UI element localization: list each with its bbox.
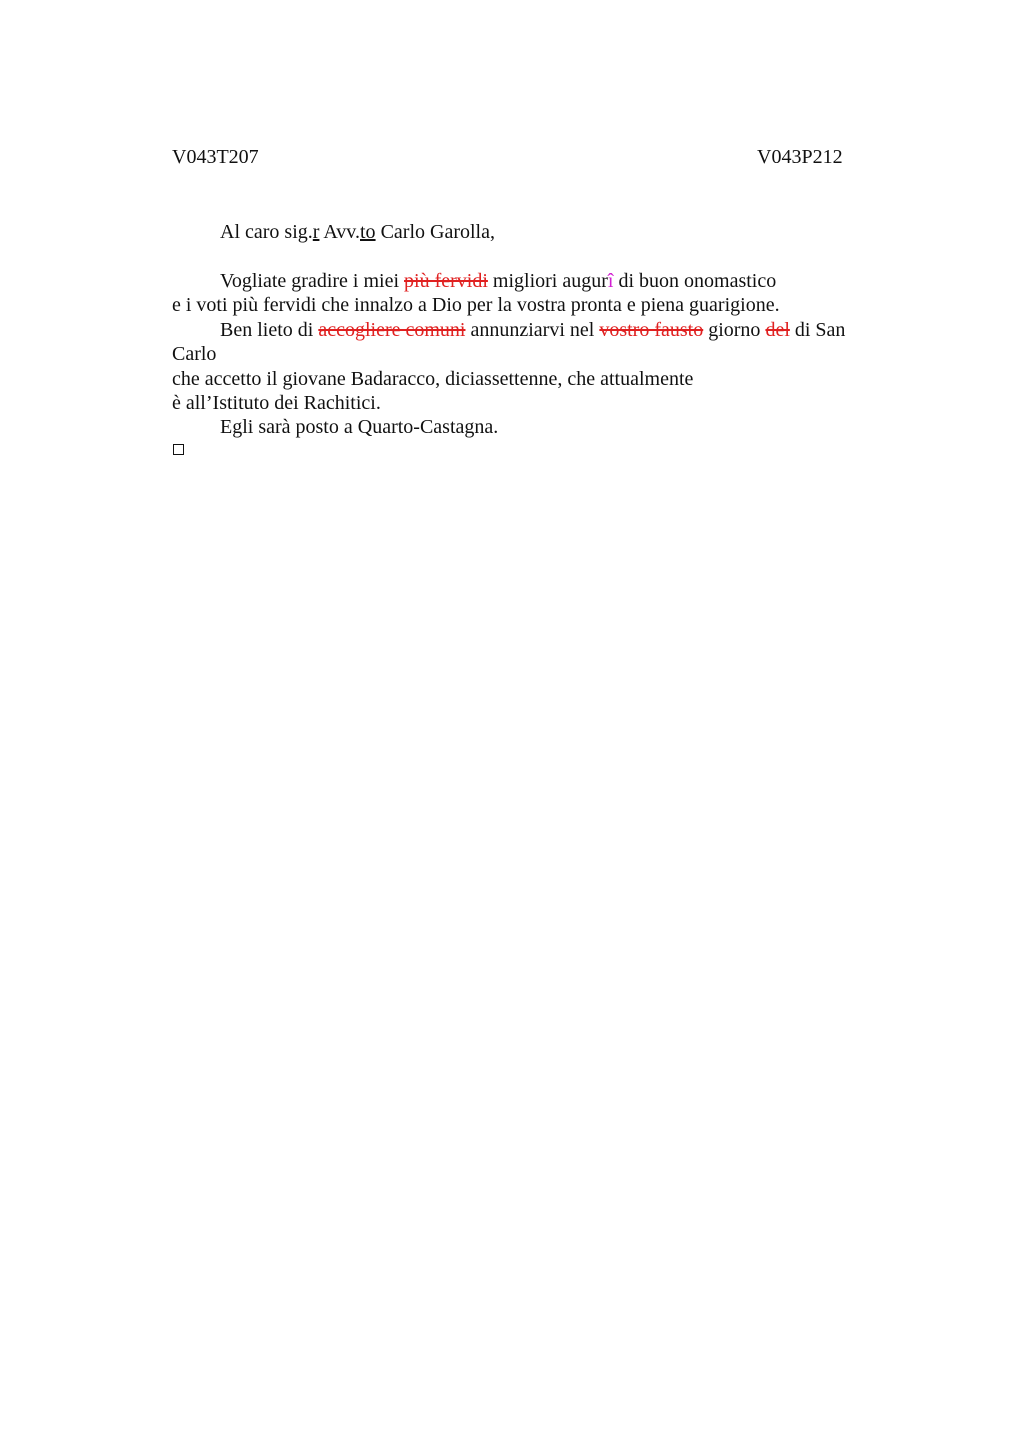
salutation-superscript-to: to [360,221,376,243]
paragraph2-line2: Carlo [172,343,217,365]
paragraph2-line1 [220,318,845,342]
paragraph1-line1 [220,269,776,293]
text-run: Vogliate gradire i miei [220,270,405,292]
paragraph1-line2: e i voti più fervidi che innalzo a Dio per la vostra pronta e piena guarigione. [172,294,780,316]
text-run: annunziarvi nel [465,319,600,341]
deleted-text: più fervidi [404,270,488,292]
text-run: di buon onomastico [613,270,777,292]
document-code-left: V043T207 [172,146,259,168]
salutation-text: Carlo Garolla, [375,221,495,243]
text-run: Ben lieto di [220,319,319,341]
salutation-text: Avv. [319,221,360,243]
text-run: giorno [703,319,766,341]
paragraph3-line1: Egli sarà posto a Quarto-Castagna. [220,416,499,438]
paragraph2-line4: è all’Istituto dei Rachitici. [172,392,381,414]
end-of-document-box-icon [173,444,184,455]
deleted-text: accogliere comuni [318,319,466,341]
salutation-line [220,220,495,244]
deleted-text: vostro fausto [599,319,704,341]
salutation-superscript-r: r [312,221,320,243]
deleted-text: del [765,319,790,341]
text-run: migliori augur [487,270,608,292]
document-code-right: V043P212 [757,146,843,168]
text-run: di San [789,319,846,341]
paragraph2-line3: che accetto il giovane Badaracco, diciassettenne, che attualmente [172,368,694,390]
salutation-text: Al caro sig. [220,221,313,243]
inserted-text: î [607,270,614,292]
